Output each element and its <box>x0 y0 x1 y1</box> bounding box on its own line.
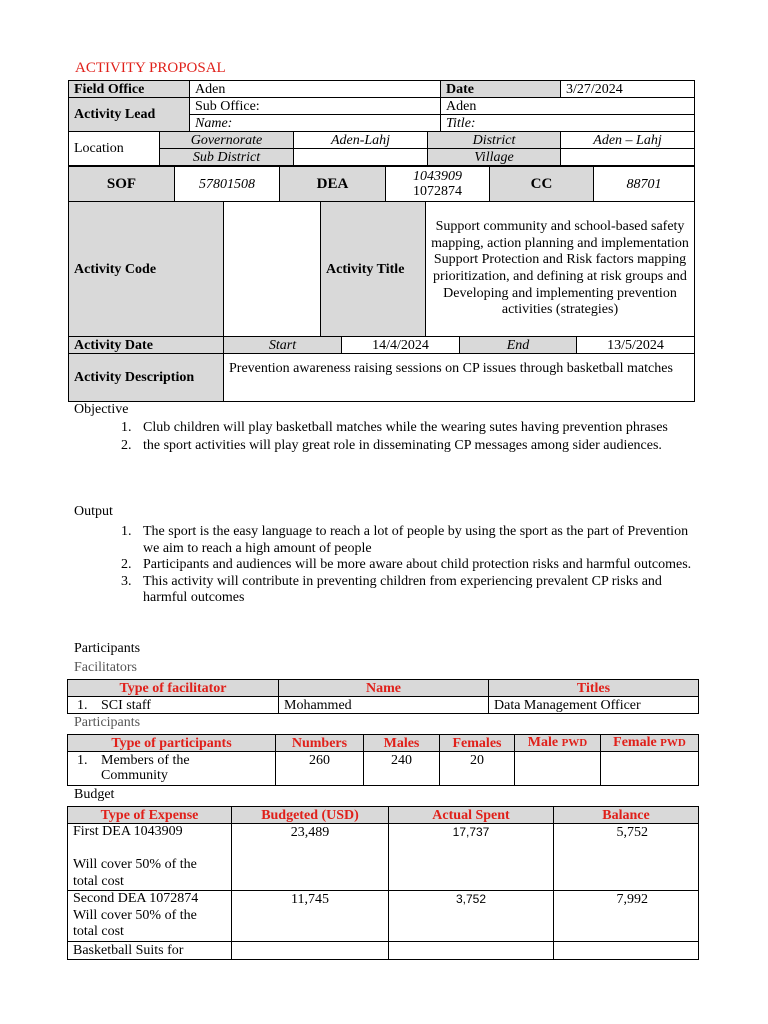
list-item <box>121 420 701 437</box>
budgeted-value: 11,745 <box>232 891 389 942</box>
date-label: Date <box>441 81 561 98</box>
activity-lead-label: Activity Lead <box>69 98 190 132</box>
codes-table <box>68 166 695 202</box>
column-header: Budgeted (USD) <box>232 807 389 824</box>
district-value: Aden – Lahj <box>561 132 695 149</box>
header-info-table <box>68 80 695 132</box>
column-header-main: Female <box>613 735 657 750</box>
name-label: Name: <box>190 115 441 132</box>
activity-code-value <box>224 202 321 337</box>
district-label: District <box>428 132 561 149</box>
list-number: 1. <box>121 524 132 539</box>
list-number: 3. <box>121 573 132 589</box>
governorate-value: Aden-Lahj <box>294 132 428 149</box>
facilitator-name: Mohammed <box>279 697 489 714</box>
column-header <box>515 735 601 752</box>
village-value <box>561 149 695 166</box>
budgeted-value: 23,489 <box>232 824 389 891</box>
start-label: Start <box>224 337 342 354</box>
list-item <box>121 574 701 607</box>
column-header: Titles <box>489 680 699 697</box>
participants-table <box>67 734 699 786</box>
actual-value: 17,737 <box>389 824 554 891</box>
column-header: Actual Spent <box>389 807 554 824</box>
cc-value: 88701 <box>594 167 695 202</box>
expense-line: total cost <box>73 924 124 939</box>
column-header-suffix: PWD <box>561 737 588 749</box>
column-header <box>601 735 699 752</box>
sub-district-value <box>294 149 428 166</box>
output-list <box>121 524 701 607</box>
list-item <box>121 438 701 455</box>
list-number: 2. <box>121 437 132 453</box>
expense-line: total cost <box>73 873 124 889</box>
participant-females: 20 <box>440 752 515 786</box>
list-item <box>121 557 701 574</box>
facilitator-type-cell <box>68 697 279 714</box>
document-title: ACTIVITY PROPOSAL <box>75 60 226 76</box>
expense-line: Will cover 50% of the <box>73 857 197 872</box>
list-text: This activity will contribute in preventing children from experiencing prevalent CP risks and harmful outcomes <box>143 573 662 605</box>
list-text: the sport activities will play great role in disseminating CP messages among sider audiences. <box>143 437 662 453</box>
location-label: Location <box>69 132 160 166</box>
row-number: 1. <box>77 697 88 713</box>
column-header: Numbers <box>276 735 364 752</box>
participant-males: 240 <box>364 752 440 786</box>
sof-label: SOF <box>69 167 175 202</box>
village-label: Village <box>428 149 561 166</box>
sub-office-value: Aden <box>441 98 695 115</box>
participant-male-pwd <box>515 752 601 786</box>
activity-description-table <box>68 353 695 402</box>
column-header: Name <box>279 680 489 697</box>
cc-label: CC <box>490 167 594 202</box>
expense-line: Will cover 50% of the <box>73 907 197 923</box>
output-heading: Output <box>74 504 113 519</box>
dea-value-1: 1043909 <box>413 169 462 184</box>
list-text: Participants and audiences will be more aware about child protection risks and harmful outcomes. <box>143 557 692 572</box>
expense-type <box>68 824 232 891</box>
objective-list <box>121 420 701 454</box>
expense-line <box>73 841 226 858</box>
activity-description-value: Prevention awareness raising sessions on CP issues through basketball matches <box>224 354 695 402</box>
actual-value: 3,752 <box>389 891 554 942</box>
participants-subheading: Participants <box>74 715 141 730</box>
activity-table <box>68 201 695 337</box>
list-number: 1. <box>121 420 132 435</box>
participant-type-cell <box>68 752 276 786</box>
title-label: Title: <box>441 115 695 132</box>
budgeted-value <box>232 941 389 959</box>
table-row <box>68 941 699 959</box>
start-value: 14/4/2024 <box>342 337 460 354</box>
objective-heading: Objective <box>74 402 129 417</box>
table-row <box>68 697 699 714</box>
activity-date-label: Activity Date <box>69 337 224 354</box>
participants-heading: Participants <box>74 641 141 656</box>
dea-value <box>386 167 490 202</box>
column-header: Type of participants <box>68 735 276 752</box>
column-header: Balance <box>554 807 699 824</box>
sub-district-label: Sub District <box>160 149 294 166</box>
end-label: End <box>460 337 577 354</box>
expense-type: Basketball Suits for <box>68 941 232 959</box>
participant-numbers: 260 <box>276 752 364 786</box>
row-number: 1. <box>77 753 88 768</box>
location-table <box>68 131 695 166</box>
column-header: Type of facilitator <box>68 680 279 697</box>
activity-code-label: Activity Code <box>69 202 224 337</box>
activity-date-table <box>68 336 695 354</box>
actual-value <box>389 941 554 959</box>
balance-value <box>554 941 699 959</box>
column-header-main: Male <box>527 735 559 750</box>
sof-value: 57801508 <box>175 167 280 202</box>
field-office-label: Field Office <box>69 81 190 98</box>
budget-heading: Budget <box>74 787 115 802</box>
dea-value-2: 1072874 <box>413 184 462 199</box>
column-header-suffix: PWD <box>660 737 686 749</box>
table-row <box>68 752 699 786</box>
activity-title-label: Activity Title <box>321 202 426 337</box>
balance-value: 5,752 <box>554 824 699 891</box>
sub-office-label: Sub Office: <box>190 98 441 115</box>
date-value: 3/27/2024 <box>561 81 695 98</box>
column-header: Females <box>440 735 515 752</box>
facilitator-title: Data Management Officer <box>489 697 699 714</box>
expense-line: Second DEA 1072874 <box>73 891 199 906</box>
activity-title-value: Support community and school-based safety mapping, action planning and implementation Support Protection and Risk factors mapping prioritization, and defining at risk groups and Developing and implementing prevention activities (strategies) <box>426 202 695 337</box>
dea-label: DEA <box>280 167 386 202</box>
list-text: Club children will play basketball matches while the wearing sutes having prevention phrases <box>143 420 668 435</box>
facilitator-type: SCI staff <box>101 697 151 713</box>
field-office-value: Aden <box>190 81 441 98</box>
balance-value: 7,992 <box>554 891 699 942</box>
activity-description-label: Activity Description <box>69 354 224 402</box>
participant-type: Members of the Community <box>101 753 190 783</box>
participant-female-pwd <box>601 752 699 786</box>
facilitators-heading: Facilitators <box>74 660 137 675</box>
list-item <box>121 524 701 557</box>
column-header: Males <box>364 735 440 752</box>
end-value: 13/5/2024 <box>577 337 695 354</box>
budget-table <box>67 806 699 960</box>
table-row <box>68 891 699 942</box>
column-header: Type of Expense <box>68 807 232 824</box>
list-text: The sport is the easy language to reach a lot of people by using the sport as the part of Prevention we aim to reach a high amount of people <box>143 524 689 556</box>
governorate-label: Governorate <box>160 132 294 149</box>
list-number: 2. <box>121 557 132 572</box>
facilitators-table <box>67 679 699 714</box>
table-row <box>68 824 699 891</box>
expense-line: First DEA 1043909 <box>73 824 183 839</box>
expense-type <box>68 891 232 942</box>
